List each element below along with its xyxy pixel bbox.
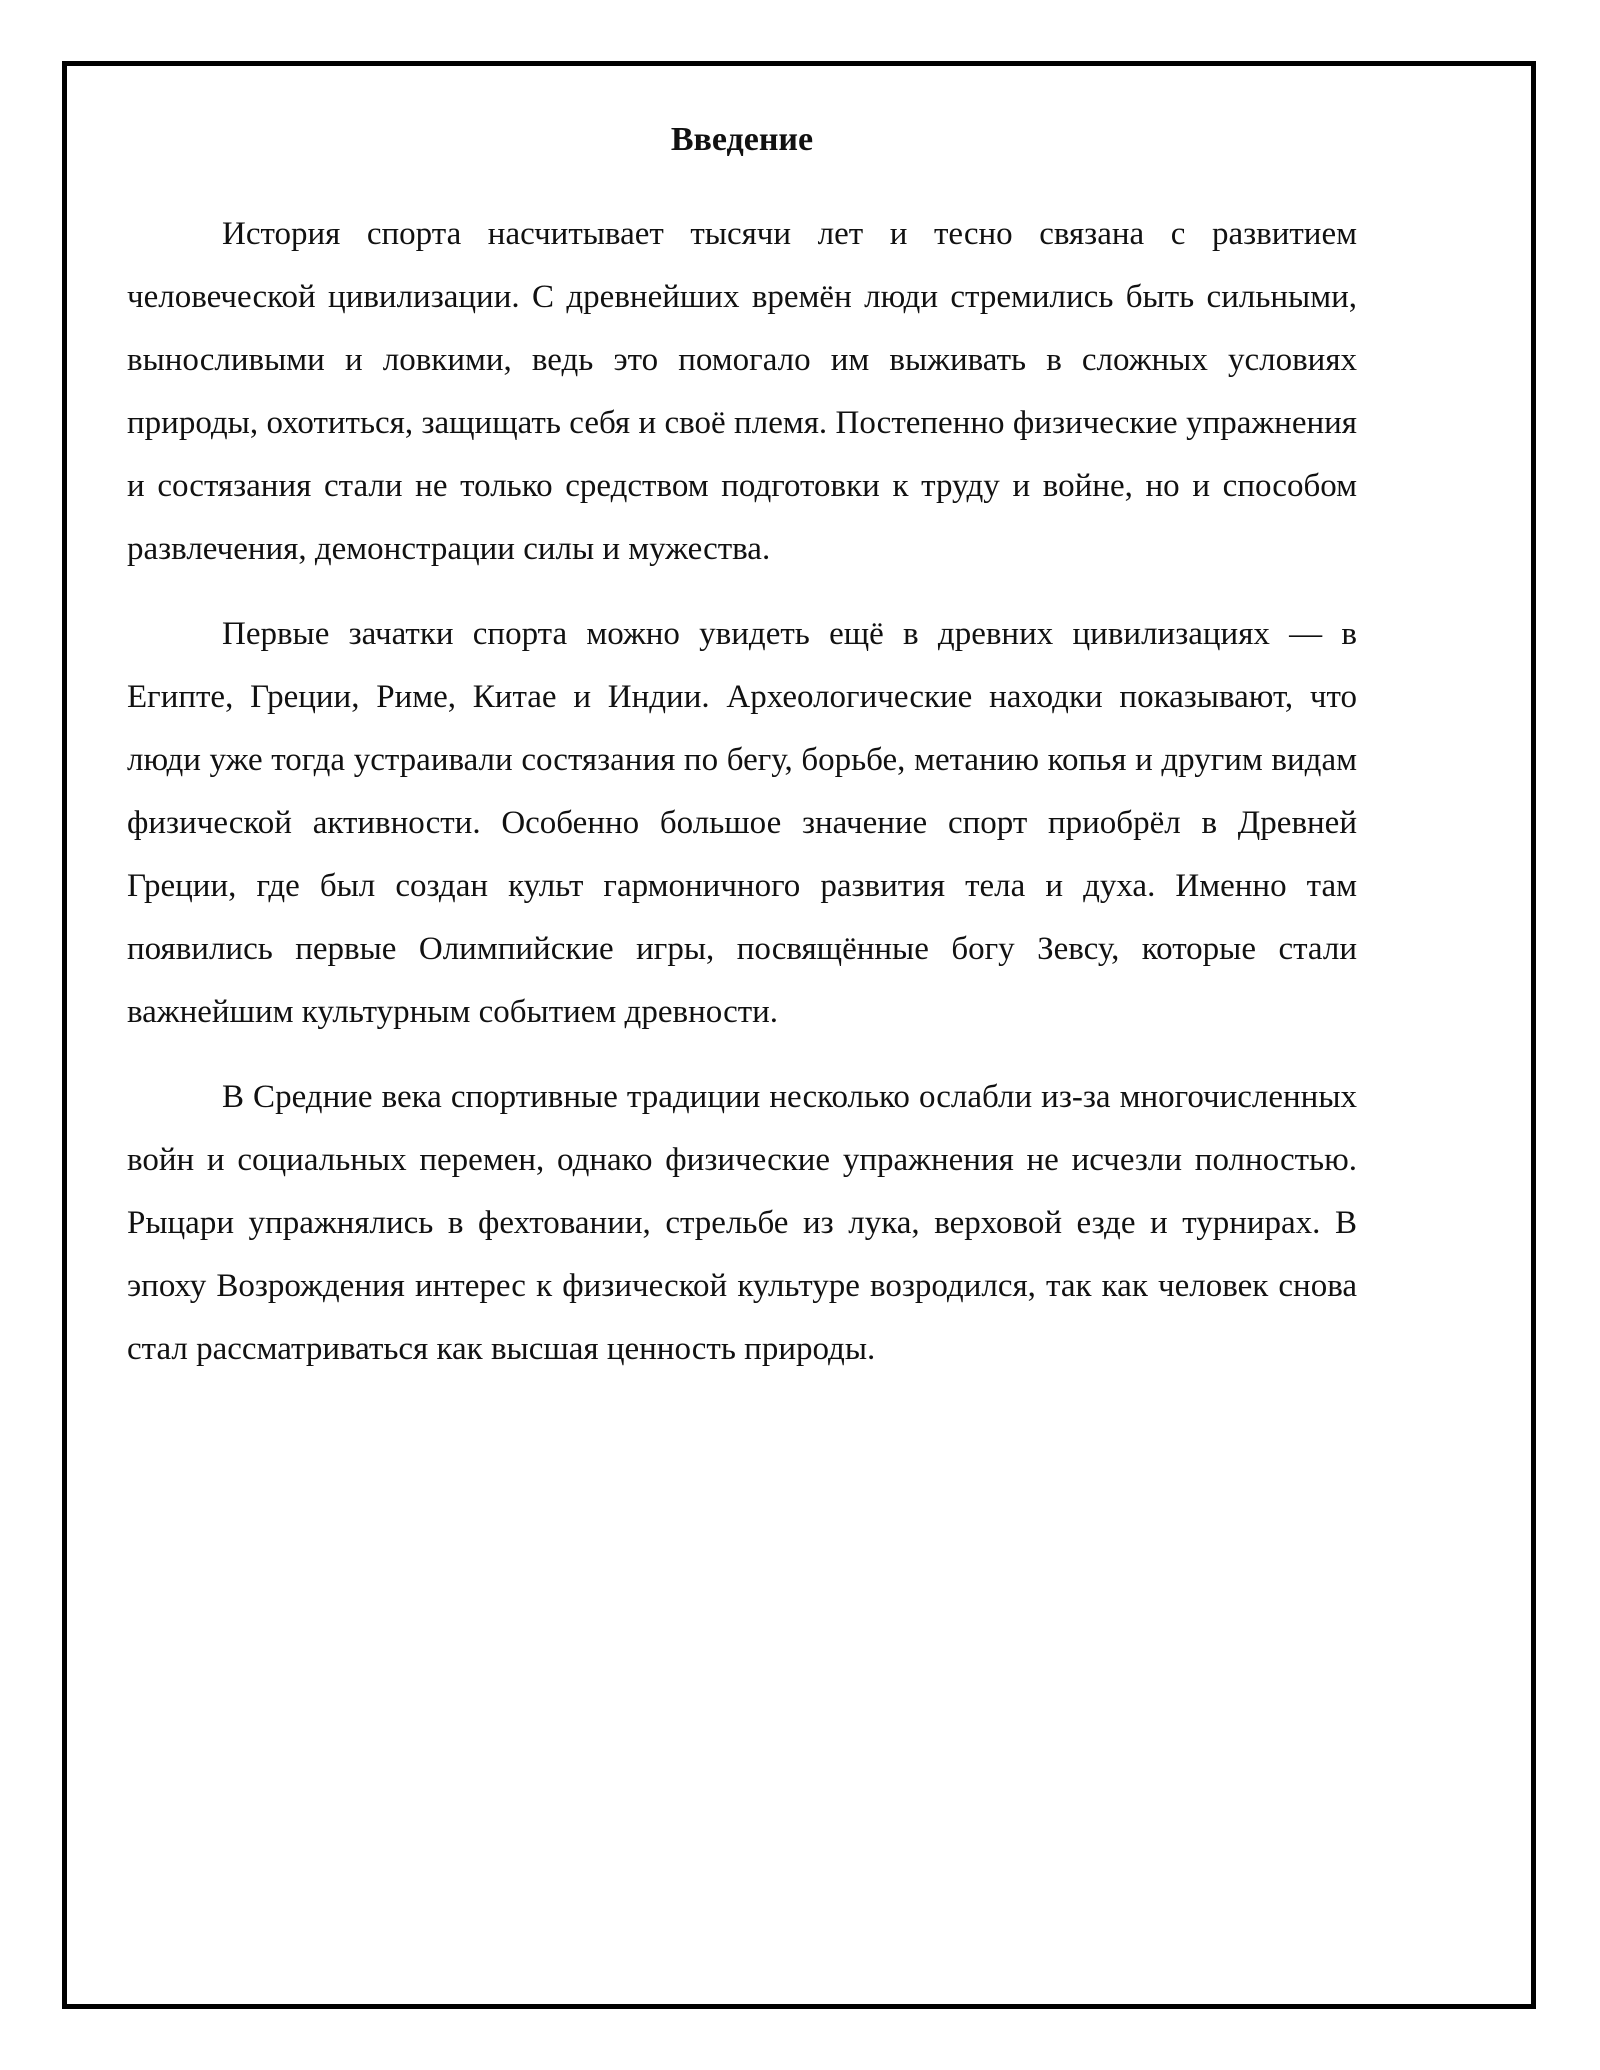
paragraph-3: В Средние века спортивные традиции несколько ослабли из-за многочисленных войн и социальных перемен, однако физические упражнения не исчезли полностью. Рыцари упражнялись в фехтовании, стрельбе из лука, верховой езде и турнирах. В эпоху Возрождения интерес к физической культуре возродился, так как человек снова стал рассматриваться как высшая ценность природы. (127, 1078, 1357, 1367)
document-title: Введение (670, 121, 814, 158)
document-body (127, 120, 1357, 1403)
paragraph-1: История спорта насчитывает тысячи лет и тесно связана с развитием человеческой цивилизации. С древнейших времён люди стремились быть сильными, выносливыми и ловкими, ведь это помогало им выживать в сложных условиях природы, охотиться, защищать себя и своё племя. Постепенно физические упражнения и состязания стали не только средством подготовки к труду и войне, но и способом развлечения, демонстрации силы и мужества. (127, 215, 1357, 567)
paragraph-2: Первые зачатки спорта можно увидеть ещё в древних цивилизациях — в Египте, Греции, Риме, Китае и Индии. Археологические находки показывают, что люди уже тогда устраивали состязания по бегу, борьбе, метанию копья и другим видам физической активности. Особенно большое значение спорт приобрёл в Древней Греции, где был создан культ гармоничного развития тела и духа. Именно там появились первые Олимпийские игры, посвящённые богу Зевсу, которые стали важнейшим культурным событием древности. (127, 615, 1357, 1030)
